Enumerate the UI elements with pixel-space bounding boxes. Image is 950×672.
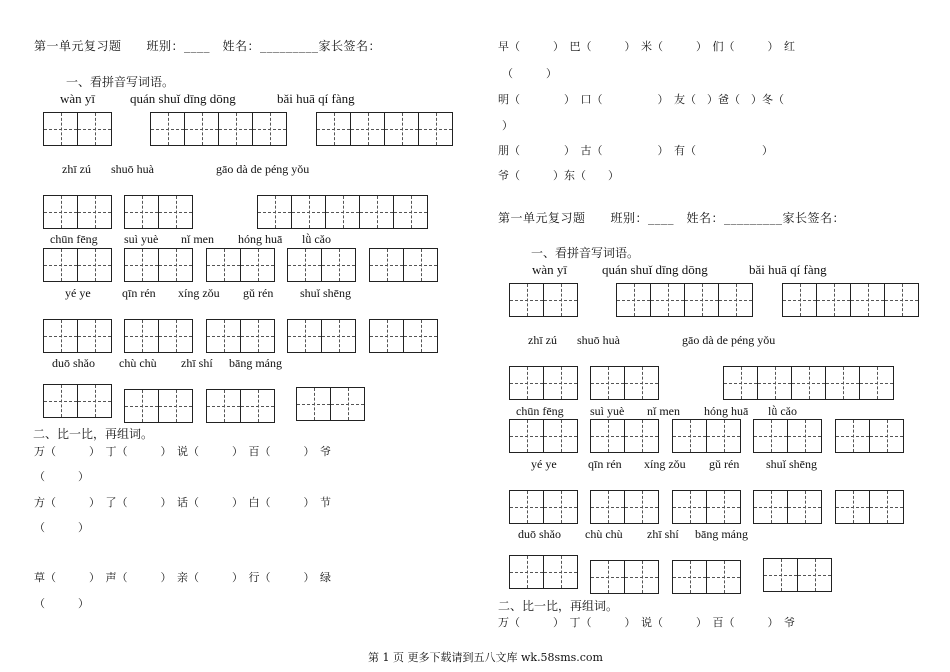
writing-box-group[interactable] (509, 366, 578, 400)
pinyin-baihua: bǎi huā qí fàng (749, 262, 827, 277)
pinyin-shuisheng: shuǐ shēng (300, 286, 351, 300)
pinyin-duoshao: duō shǎo (518, 527, 561, 541)
pinyin-wanyi: wàn yī (532, 262, 568, 277)
pinyin-qinren: qīn rén (588, 457, 622, 471)
worksheet-header-right: 第一单元复习题 班别：____ 姓名：_________家长签名： (498, 211, 846, 225)
writing-box-group[interactable] (43, 112, 112, 146)
writing-box-group[interactable] (287, 248, 356, 282)
pinyin-gaodade: gāo dà de péng yǒu (216, 162, 310, 176)
writing-box-group[interactable] (835, 419, 904, 453)
compare-row: （ ） (34, 521, 89, 534)
pinyin-quanshui: quán shuǐ dīng dōng (602, 262, 708, 277)
writing-box-group[interactable] (763, 558, 832, 592)
writing-box-group[interactable] (206, 248, 275, 282)
writing-box-group[interactable] (616, 283, 753, 317)
section-compare-title-right: 二、比一比，再组词。 (498, 599, 619, 613)
writing-box-group[interactable] (124, 248, 193, 282)
pinyin-chunfeng: chūn fēng (50, 232, 98, 246)
pinyin-duoshao: duō shǎo (52, 356, 95, 370)
writing-box-group[interactable] (257, 195, 428, 229)
pinyin-lvcao: lǜ cǎo (302, 232, 331, 246)
writing-box-group[interactable] (590, 366, 659, 400)
pinyin-gaodade: gāo dà de péng yǒu (682, 333, 776, 347)
writing-box-group[interactable] (753, 419, 822, 453)
pinyin-guren: gǔ rén (709, 457, 740, 471)
writing-box-group[interactable] (672, 419, 741, 453)
pinyin-nimen: nǐ men (181, 232, 214, 246)
compare-row: （ ） (502, 67, 557, 80)
pinyin-yeye: yé ye (531, 457, 557, 471)
section-pinyin-title-left: 一、看拼音写词语。 (66, 75, 175, 89)
pinyin-baihua: bǎi huā qí fàng (277, 91, 355, 106)
pinyin-shuohua: shuō huà (577, 333, 620, 347)
compare-row: 明（ ） 口（ ） 友（ ）爸（ ）冬（ (498, 93, 784, 106)
writing-box-group[interactable] (509, 490, 578, 524)
pinyin-chuchu: chù chù (585, 527, 623, 541)
pinyin-suiyue: suì yuè (124, 232, 159, 246)
writing-box-group[interactable] (835, 490, 904, 524)
pinyin-lvcao: lǜ cǎo (768, 404, 797, 418)
section-compare-title-left: 二、比一比，再组词。 (33, 427, 154, 441)
pinyin-quanshui: quán shuǐ dīng dōng (130, 91, 236, 106)
compare-row: ） (502, 119, 513, 132)
writing-box-group[interactable] (672, 560, 741, 594)
compare-row: 爷（ ）东（ ） (498, 169, 619, 182)
writing-box-group[interactable] (206, 319, 275, 353)
pinyin-qinren: qīn rén (122, 286, 156, 300)
writing-box-group[interactable] (43, 384, 112, 418)
compare-row: 早（ ） 巴（ ） 米（ ） 们（ ） 红 (498, 40, 795, 53)
writing-box-group[interactable] (369, 248, 438, 282)
writing-box-group[interactable] (723, 366, 894, 400)
compare-row: 万（ ） 丁（ ） 说（ ） 百（ ） 爷 (498, 616, 795, 629)
pinyin-zhizu: zhī zú (528, 333, 557, 347)
writing-box-group[interactable] (590, 490, 659, 524)
pinyin-zhizu: zhī zú (62, 162, 91, 176)
pinyin-suiyue: suì yuè (590, 404, 625, 418)
compare-row: 方（ ） 了（ ） 话（ ） 白（ ） 节 (34, 496, 331, 509)
writing-box-group[interactable] (43, 248, 112, 282)
writing-box-group[interactable] (43, 195, 112, 229)
pinyin-honghua: hóng huā (238, 232, 283, 246)
writing-box-group[interactable] (296, 387, 365, 421)
compare-row: 朋（ ） 古（ ） 有（ ） (498, 144, 773, 157)
page-footer: 第 1 页 更多下载请到五八文库 wk.58sms.com (368, 651, 603, 664)
writing-box-group[interactable] (316, 112, 453, 146)
writing-box-group[interactable] (124, 389, 193, 423)
writing-box-group[interactable] (782, 283, 919, 317)
pinyin-bangmang: bāng máng (695, 527, 748, 541)
writing-box-group[interactable] (509, 419, 578, 453)
writing-box-group[interactable] (590, 419, 659, 453)
writing-box-group[interactable] (43, 319, 112, 353)
writing-box-group[interactable] (369, 319, 438, 353)
compare-row: 万（ ） 丁（ ） 说（ ） 百（ ） 爷 (34, 445, 331, 458)
pinyin-wanyi: wàn yī (60, 91, 96, 106)
compare-row: 草（ ） 声（ ） 亲（ ） 行（ ） 绿 (34, 571, 331, 584)
writing-box-group[interactable] (753, 490, 822, 524)
writing-box-group[interactable] (206, 389, 275, 423)
writing-box-group[interactable] (672, 490, 741, 524)
writing-box-group[interactable] (124, 195, 193, 229)
pinyin-chuchu: chù chù (119, 356, 157, 370)
compare-row: （ ） (34, 470, 89, 483)
pinyin-xingzou: xíng zǒu (644, 457, 686, 471)
pinyin-honghua: hóng huā (704, 404, 749, 418)
pinyin-xingzou: xíng zǒu (178, 286, 220, 300)
pinyin-guren: gǔ rén (243, 286, 274, 300)
compare-row: （ ） (34, 597, 89, 610)
writing-box-group[interactable] (150, 112, 287, 146)
worksheet-header-left: 第一单元复习题 班别：____ 姓名：_________家长签名： (34, 39, 382, 53)
pinyin-zhishi: zhī shí (647, 527, 679, 541)
pinyin-nimen: nǐ men (647, 404, 680, 418)
writing-box-group[interactable] (287, 319, 356, 353)
section-pinyin-title-right: 一、看拼音写词语。 (531, 246, 640, 260)
pinyin-chunfeng: chūn fēng (516, 404, 564, 418)
writing-box-group[interactable] (509, 555, 578, 589)
writing-box-group[interactable] (124, 319, 193, 353)
pinyin-shuohua: shuō huà (111, 162, 154, 176)
pinyin-shuisheng: shuǐ shēng (766, 457, 817, 471)
pinyin-bangmang: bāng máng (229, 356, 282, 370)
pinyin-yeye: yé ye (65, 286, 91, 300)
writing-box-group[interactable] (509, 283, 578, 317)
writing-box-group[interactable] (590, 560, 659, 594)
pinyin-zhishi: zhī shí (181, 356, 213, 370)
